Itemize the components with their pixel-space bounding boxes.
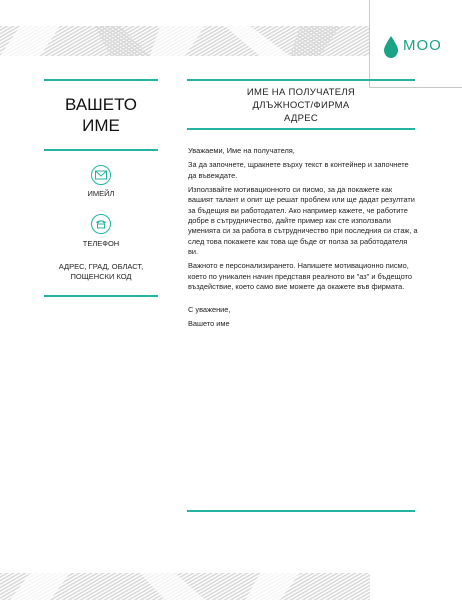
sender-name-line-1: ВАШЕТО <box>65 95 137 114</box>
footer-rule <box>187 510 415 512</box>
letter-paragraph-3: Важното е персонализирането. Напишете мотивационно писмо, което по уникален начин представя реалното ви "аз" и бъдещото въздействие, което само вие можете да окажете във фирмата. <box>188 261 412 292</box>
letter-body <box>188 146 418 333</box>
address-line-2: ПОЩЕНСКИ КОД <box>70 272 132 281</box>
telephone-icon <box>91 214 111 234</box>
sidebar-top-rule <box>44 79 158 81</box>
letter-closing: С уважение, <box>188 304 231 314</box>
letter-paragraph-2: Използвайте мотивационното си писмо, за да покажете как вашият талант и опит ще решат проблем или ще дадат резултати за бъдещия ви работодател. Ако например кажете, че работите добре в сътрудничество, дайте пример как сте използвали уменията си за работа в сътрудничество при последния си стаж, а след това покажете как това ще бъде от полза за работодателя ви. <box>188 184 418 257</box>
recipient-bottom-rule <box>187 128 415 130</box>
phone-label: ТЕЛЕФОН <box>82 239 120 248</box>
email-label: ИМЕЙЛ <box>87 189 115 198</box>
letter-greeting: Уважаеми, Име на получателя, <box>188 146 295 155</box>
sidebar-bottom-rule <box>44 295 158 297</box>
droplet-icon <box>384 36 398 58</box>
recipient-top-rule <box>187 79 415 81</box>
recipient-name: ИМЕ НА ПОЛУЧАТЕЛЯ <box>246 87 356 98</box>
letter-paragraph-1: За да започнете, щракнете върху текст в контейнер и започнете да въвеждате. <box>188 160 409 180</box>
envelope-icon <box>91 165 111 185</box>
logo-text: MOO <box>403 37 442 54</box>
address-block <box>44 262 158 282</box>
recipient-block <box>187 86 415 125</box>
recipient-title: ДЛЪЖНОСТ/ФИРМА <box>252 100 350 111</box>
sidebar-name-rule <box>44 149 158 151</box>
address-line-1: АДРЕС, ГРАД, ОБЛАСТ, <box>58 262 144 271</box>
bottom-decorative-pattern <box>0 573 370 600</box>
sender-name-line-2: ИМЕ <box>82 116 120 135</box>
recipient-address: АДРЕС <box>283 113 319 124</box>
sender-name <box>44 94 158 136</box>
logo-box <box>369 0 462 88</box>
letter-signature: Вашето име <box>188 318 230 328</box>
top-decorative-pattern <box>0 26 370 56</box>
